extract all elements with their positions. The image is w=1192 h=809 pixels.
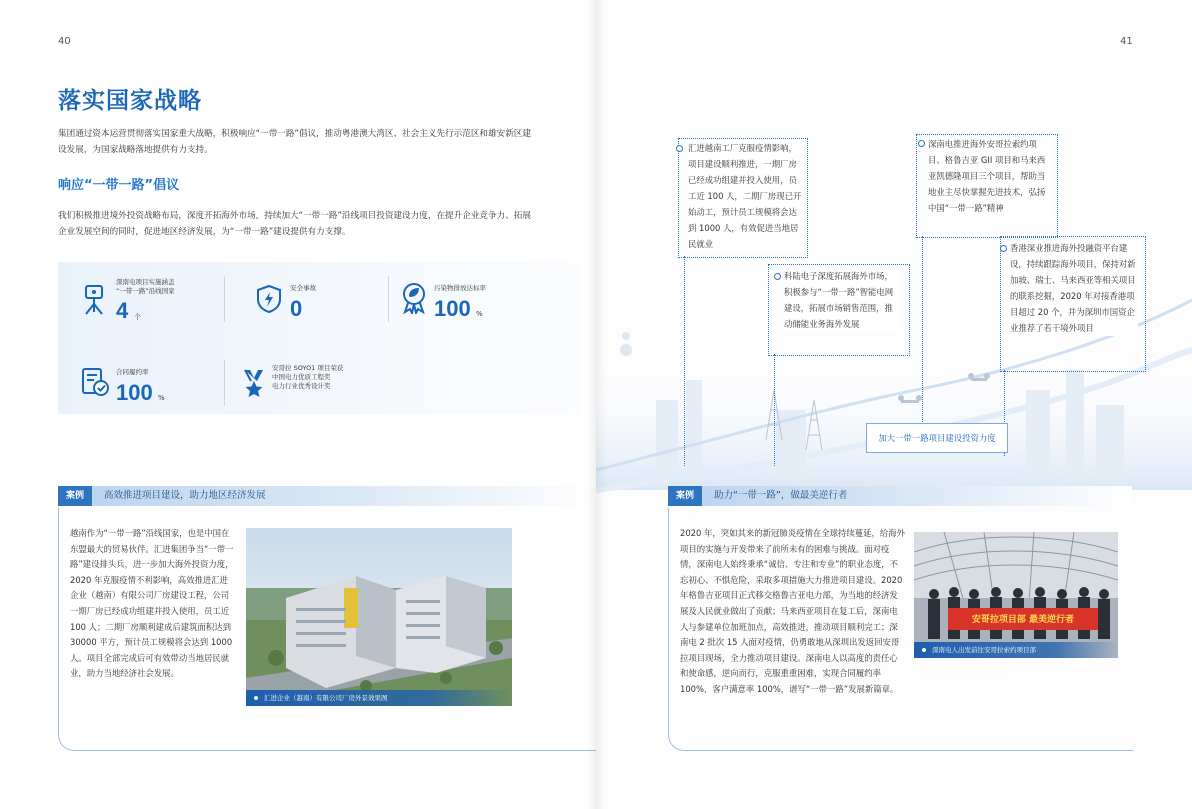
stat-label: 合同履约率	[116, 368, 149, 376]
caption-text: 汇进企业（越南）有限公司厂房外景效果图	[264, 694, 388, 702]
callout-leader	[684, 256, 685, 466]
case-paragraph-left: 越南作为“一带一路”沿线国家，也是中国在东盟最大的贸易伙伴。汇进集团争当“一带一路”建设排头兵，进一步加大海外投资力度，2020 年克服疫情不利影响，高效推进汇进企业（越南）有限公司厂房建设工程，公司一期厂房已经成功组建并投入使用，员工近 100 人；二期厂房顺利建成后建筑面积达到 30000 平方，预计员工规模将会达到 1000 人。项目全部完成后可有效带动当地居民就业，助力当地经济社会发展。	[70, 528, 234, 679]
airport-team-illustration	[914, 532, 1118, 658]
stat-unit: 个	[134, 313, 141, 321]
callout-dot	[774, 273, 781, 280]
factory-photo	[246, 528, 512, 706]
stat-unit: %	[476, 310, 483, 318]
stats-panel	[58, 262, 580, 414]
case-title: 高效推进项目建设，助力地区经济发展	[104, 490, 266, 501]
callout-shennandian	[928, 136, 1050, 216]
red-banner-text: 安哥拉项目部 最美逆行者	[971, 615, 1075, 625]
case-header-left	[58, 486, 596, 506]
callout-text: 汇进越南工厂克服疫情影响，项目建设顺利推进，一期厂房已经成功组建并投入使用，员工近 100 人，二期厂房现已开始动工，预计员工规模将会达到 1000 人，有效促进当地居民就业	[688, 143, 802, 249]
page-number-right: 41	[1120, 36, 1133, 47]
stat-label: 安哥拉 SOYO1 项目荣获 中国电力优质工程奖 电力行业优秀设计奖	[272, 364, 344, 390]
stat-value: 0	[290, 296, 303, 321]
photo-caption	[246, 690, 512, 706]
callout-text: 香港深业推进海外投融资平台建设，持续跟踪海外项目，保持对新加坡、瑞士、马来西亚等相关项目的联系挖掘，2020 年对接香港项目超过 20 个，并为深圳市国资企业推荐了若干境外项目	[1010, 243, 1136, 333]
stat-value: 100	[116, 380, 153, 405]
page-number-left: 40	[58, 36, 71, 47]
case-tag: 案例	[58, 486, 92, 506]
intro-paragraph: 集团通过资本运营贯彻落实国家重大战略，积极响应“一带一路”倡议，推动粤港澳大湾区、社会主义先行示范区和雄安新区建设发展，为国家战略落地提供有力支持。	[58, 129, 531, 155]
antenna-tower-icon	[80, 282, 108, 316]
page-gutter	[586, 0, 606, 809]
case-header-right	[668, 486, 1132, 506]
photo-caption	[914, 642, 1118, 658]
callout-leader	[922, 236, 923, 422]
leaf-badge-icon	[400, 282, 428, 314]
stat-divider	[224, 276, 225, 322]
callout-leader	[774, 354, 775, 466]
stat-label: 污染物排放达标率	[434, 284, 486, 292]
caption-dot	[254, 696, 258, 700]
case-title: 助力“一带一路”，做最美逆行者	[714, 490, 848, 501]
section-heading: 响应“一带一路”倡议	[58, 178, 180, 193]
stat-value: 100	[434, 296, 471, 321]
stat-divider	[388, 276, 389, 322]
stat-divider	[224, 360, 225, 406]
case-tag: 案例	[668, 486, 702, 506]
callout-shum-yip	[1010, 240, 1138, 336]
caption-dot	[922, 648, 926, 652]
right-page	[596, 0, 1192, 809]
investment-badge: 加大一带一路项目建设投资力度	[866, 423, 1008, 453]
callout-dot	[1000, 245, 1007, 252]
callout-huijin	[688, 140, 804, 252]
section-paragraph: 我们积极推进境外投资战略布局，深度开拓海外市场，持续加大“一带一路”沿线项目投资建设力度，在提升企业竞争力、拓展企业发展空间的同时，促进地区经济发展，为“一带一路”建设提供有力支撑。	[58, 211, 531, 237]
callout-text: 科陆电子深度拓展海外市场，积极参与“一带一路”智能电网建设，拓展市场销售范围，推动储能业务海外发展	[784, 271, 894, 329]
callout-dot	[676, 145, 683, 152]
factory-illustration	[246, 528, 512, 706]
caption-text: 深南电人出发前往安哥拉索约项目部	[932, 646, 1036, 654]
callout-text: 深南电推进海外安哥拉索约项目、格鲁吉亚 GII 项目和马来西亚凯德隆项目三个项目，帮助当地业主尽快掌握先进技术，弘扬中国“一带一路”精神	[928, 139, 1046, 213]
callout-dot	[918, 140, 925, 147]
stat-unit: %	[158, 394, 165, 402]
stat-value: 4	[116, 298, 129, 323]
team-photo	[914, 532, 1118, 658]
stat-label: 深南电项目实施涵盖 “一带一路”沿线国家	[116, 278, 175, 295]
medal-icon	[242, 368, 266, 400]
shield-bolt-icon	[256, 284, 282, 314]
case-paragraph-right: 2020 年，突如其来的新冠肺炎疫情在全球持续蔓延，给海外项目的实施与开发带来了前所未有的困难与挑战。面对疫情，深南电人始终秉承“诚信、专注和专业”的职业态度，不忘初心、不惧危险，采取多项措施大力推进项目建设。2020 年格鲁吉亚项目正式移交格鲁吉亚电力部，为当地的经济发展及人民就业做出了贡献；马来西亚项目在复工后，深南电人与参建单位加班加点，高效推进，推动项目顺利完工；深南电 2 批次 15 人面对疫情，仍勇敢地从深圳出发返回安哥拉项目现场，全力推动项目建设。深南电人以高度的责任心和使命感，逆向而行，克服重重困难，实现合同履约率 100%，客户满意率 100%，谱写“一带一路”发展新篇章。	[680, 528, 905, 694]
contract-check-icon	[80, 366, 110, 398]
callout-clou	[784, 268, 900, 332]
page-title: 落实国家战略	[58, 87, 202, 114]
stat-label: 安全事故	[290, 284, 316, 292]
